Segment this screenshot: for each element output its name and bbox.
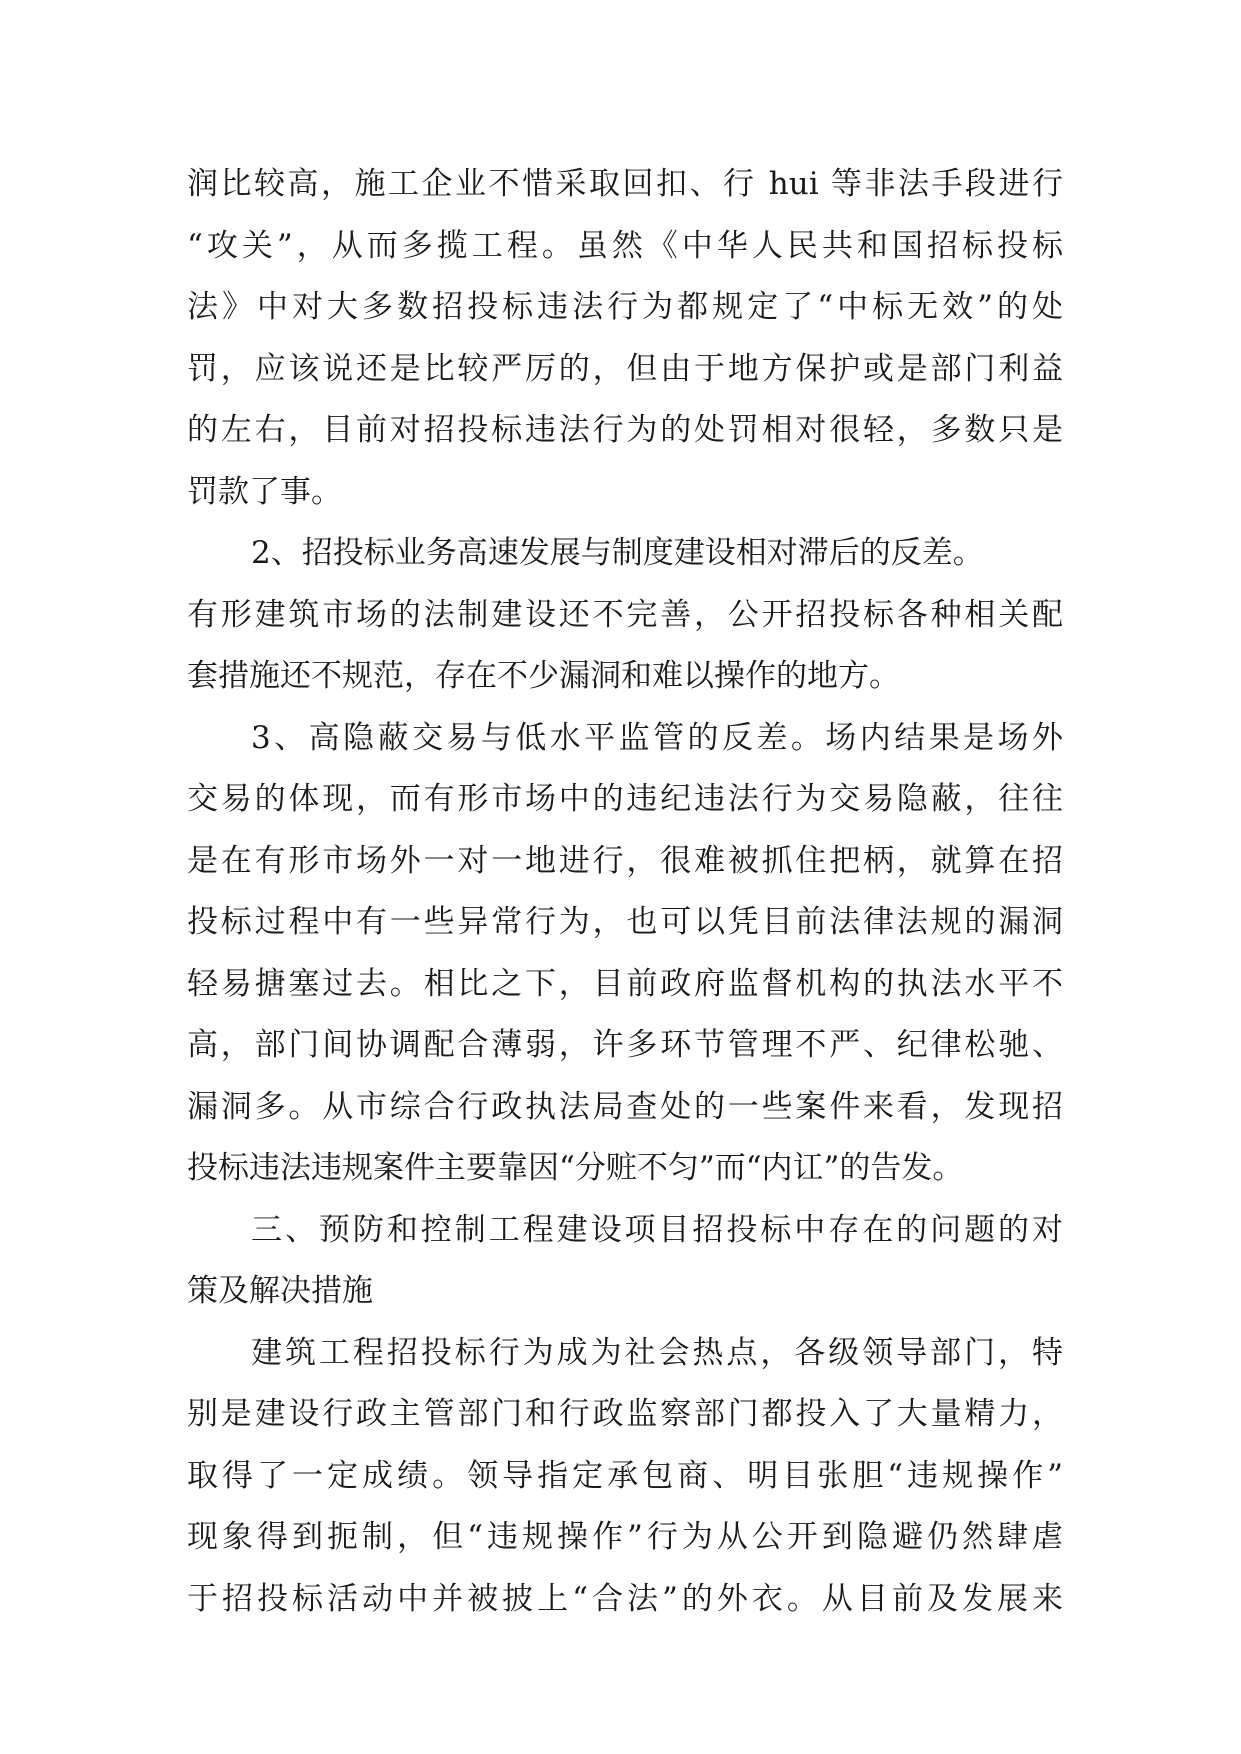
text-line: 法》中对大多数招投标违法行为都规定了“中标无效”的处: [187, 289, 1063, 325]
text-line: 高，部门间协调配合薄弱，许多环节管理不严、纪律松驰、: [187, 1027, 1063, 1063]
text-line: 润比较高，施工企业不惜采取回扣、行 hui 等非法手段进行: [187, 166, 1063, 202]
text-line: 投标过程中有一些异常行为，也可以凭目前法律法规的漏洞: [187, 904, 1063, 940]
text-line: 取得了一定成绩。领导指定承包商、明目张胆“违规操作”: [187, 1457, 1063, 1494]
text-line: 套措施还不规范，存在不少漏洞和难以操作的地方。: [187, 658, 900, 694]
text-line: 轻易搪塞过去。相比之下，目前政府监督机构的执法水平不: [187, 965, 1063, 1002]
text-line: 是在有形市场外一对一地进行，很难被抓住把柄，就算在招: [187, 842, 1063, 879]
text-line: 于招投标活动中并被披上“合法”的外衣。从目前及发展来: [187, 1580, 1063, 1617]
text-line: 的左右，目前对招投标违法行为的处罚相对很轻，多数只是: [187, 412, 1063, 448]
text-line: 漏洞多。从市综合行政执法局查处的一些案件来看，发现招: [187, 1088, 1063, 1125]
body-text: [187, 154, 1063, 1630]
section-heading-line: 三、预防和控制工程建设项目招投标中存在的问题的对: [251, 1211, 1063, 1248]
text-line: 2、招投标业务高速发展与制度建设相对滞后的反差。: [251, 535, 984, 571]
text-line: “攻关”，从而多揽工程。虽然《中华人民共和国招标投标: [187, 227, 1063, 264]
text-line: 3、高隐蔽交易与低水平监管的反差。场内结果是场外: [251, 719, 1063, 756]
section-heading-line: 策及解决措施: [187, 1273, 373, 1309]
text-line: 交易的体现，而有形市场中的违纪违法行为交易隐蔽，往往: [187, 781, 1063, 817]
text-line: 有形建筑市场的法制建设还不完善，公开招投标各种相关配: [187, 596, 1063, 633]
text-line: 建筑工程招投标行为成为社会热点，各级领导部门，特: [251, 1334, 1063, 1371]
text-line: 罚，应该说还是比较严厉的，但由于地方保护或是部门利益: [187, 350, 1063, 387]
text-line: 投标违法违规案件主要靠因“分赃不匀”而“内讧”的告发。: [187, 1150, 964, 1186]
text-line: 别是建设行政主管部门和行政监察部门都投入了大量精力，: [187, 1396, 1063, 1432]
text-line: 罚款了事。: [187, 473, 342, 510]
text-line: 现象得到扼制，但“违规操作”行为从公开到隐避仍然肆虐: [187, 1519, 1063, 1555]
